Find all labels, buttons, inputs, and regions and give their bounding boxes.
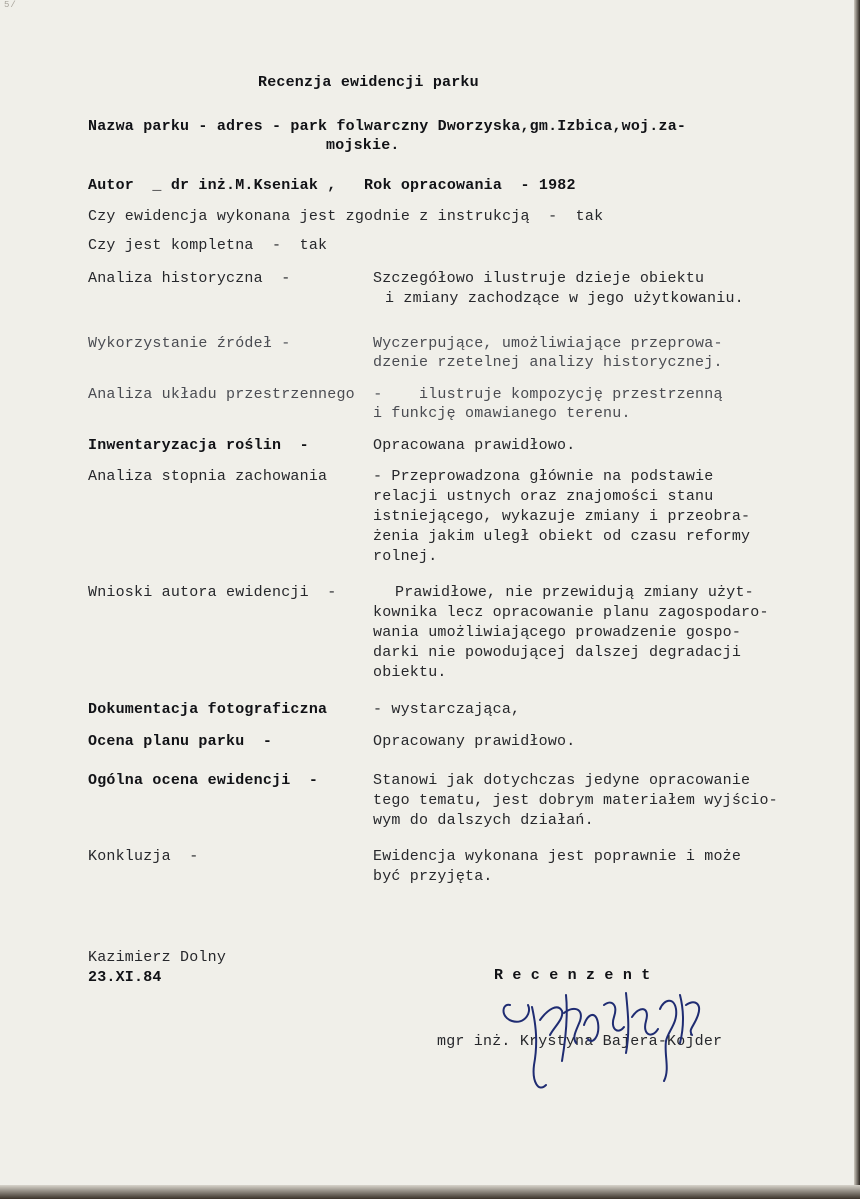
author-line: Autor _ dr inż.M.Kseniak , Rok opracowania - 1982	[88, 177, 576, 194]
section-text-sources-2: dzenie rzetelnej analizy historycznej.	[373, 354, 723, 371]
section-text-preservation-3: istniejącego, wykazuje zmiany i przeobra-	[373, 508, 751, 525]
section-label-historical: Analiza historyczna -	[88, 270, 291, 287]
section-label-conclusion: Konkluzja -	[88, 848, 199, 865]
section-text-plan-1: Opracowany prawidłowo.	[373, 733, 576, 750]
section-text-overall-2: tego tematu, jest dobrym materiałem wyjścio-	[373, 792, 778, 809]
instruction-line: Czy ewidencja wykonana jest zgodnie z instrukcją - tak	[88, 208, 604, 225]
section-text-sources-1: Wyczerpujące, umożliwiające przeprowa-	[373, 335, 723, 352]
section-text-conclusions-4: darki nie powodującej dalszej degradacji	[373, 644, 742, 661]
section-text-conclusions-2: kownika lecz opracowanie planu zagospodaro-	[373, 604, 769, 621]
section-text-preservation-4: żenia jakim uległ obiekt od czasu reformy	[373, 528, 751, 545]
section-text-historical-1: Szczegółowo ilustruje dzieje obiektu	[373, 270, 705, 287]
section-label-spatial: Analiza układu przestrzennego -	[88, 386, 383, 403]
section-label-preservation: Analiza stopnia zachowania	[88, 468, 328, 485]
corner-mark: 5/	[4, 0, 17, 10]
section-text-preservation-5: rolnej.	[373, 548, 438, 565]
section-text-spatial-2: i funkcję omawianego terenu.	[373, 405, 631, 422]
section-label-overall: Ogólna ocena ewidencji -	[88, 772, 319, 789]
page-edge-bottom	[0, 1185, 860, 1199]
park-name-line-1: Nazwa parku - adres - park folwarczny Dworzyska,gm.Izbica,woj.za-	[88, 118, 687, 135]
section-label-conclusions: Wnioski autora ewidencji -	[88, 584, 337, 601]
document-title: Recenzja ewidencji parku	[258, 74, 479, 91]
section-text-overall-3: wym do dalszych działań.	[373, 812, 594, 829]
section-label-plants: Inwentaryzacja roślin -	[88, 437, 309, 454]
reviewer-title: R e c e n z e n t	[494, 967, 651, 984]
section-label-sources: Wykorzystanie źródeł -	[88, 335, 291, 352]
section-text-conclusion-2: być przyjęta.	[373, 868, 493, 885]
section-text-conclusions-1: Prawidłowe, nie przewidują zmiany użyt-	[395, 584, 754, 601]
section-text-spatial-1: ilustruje kompozycję przestrzenną	[419, 386, 723, 403]
section-text-historical-2: i zmiany zachodzące w jego użytkowaniu.	[385, 290, 744, 307]
park-name-line-2: mojskie.	[326, 137, 400, 154]
complete-line: Czy jest kompletna - tak	[88, 237, 328, 254]
page-edge-right	[854, 0, 860, 1199]
section-text-conclusions-5: obiektu.	[373, 664, 447, 681]
handwritten-signature	[492, 965, 722, 1105]
section-text-conclusion-1: Ewidencja wykonana jest poprawnie i może	[373, 848, 742, 865]
section-text-photos-1: - wystarczająca,	[373, 701, 521, 718]
section-text-overall-1: Stanowi jak dotychczas jedyne opracowanie	[373, 772, 751, 789]
reviewer-name: mgr inż. Krystyna Bajera-Kojder	[437, 1033, 723, 1050]
section-label-photos: Dokumentacja fotograficzna	[88, 701, 328, 718]
section-text-preservation-1: - Przeprowadzona głównie na podstawie	[373, 468, 714, 485]
section-text-preservation-2: relacji ustnych oraz znajomości stanu	[373, 488, 714, 505]
section-text-plants-1: Opracowana prawidłowo.	[373, 437, 576, 454]
date: 23.XI.84	[88, 969, 162, 986]
section-label-plan: Ocena planu parku -	[88, 733, 273, 750]
section-text-conclusions-3: wania umożliwiającego prowadzenie gospo-	[373, 624, 742, 641]
place: Kazimierz Dolny	[88, 949, 227, 966]
